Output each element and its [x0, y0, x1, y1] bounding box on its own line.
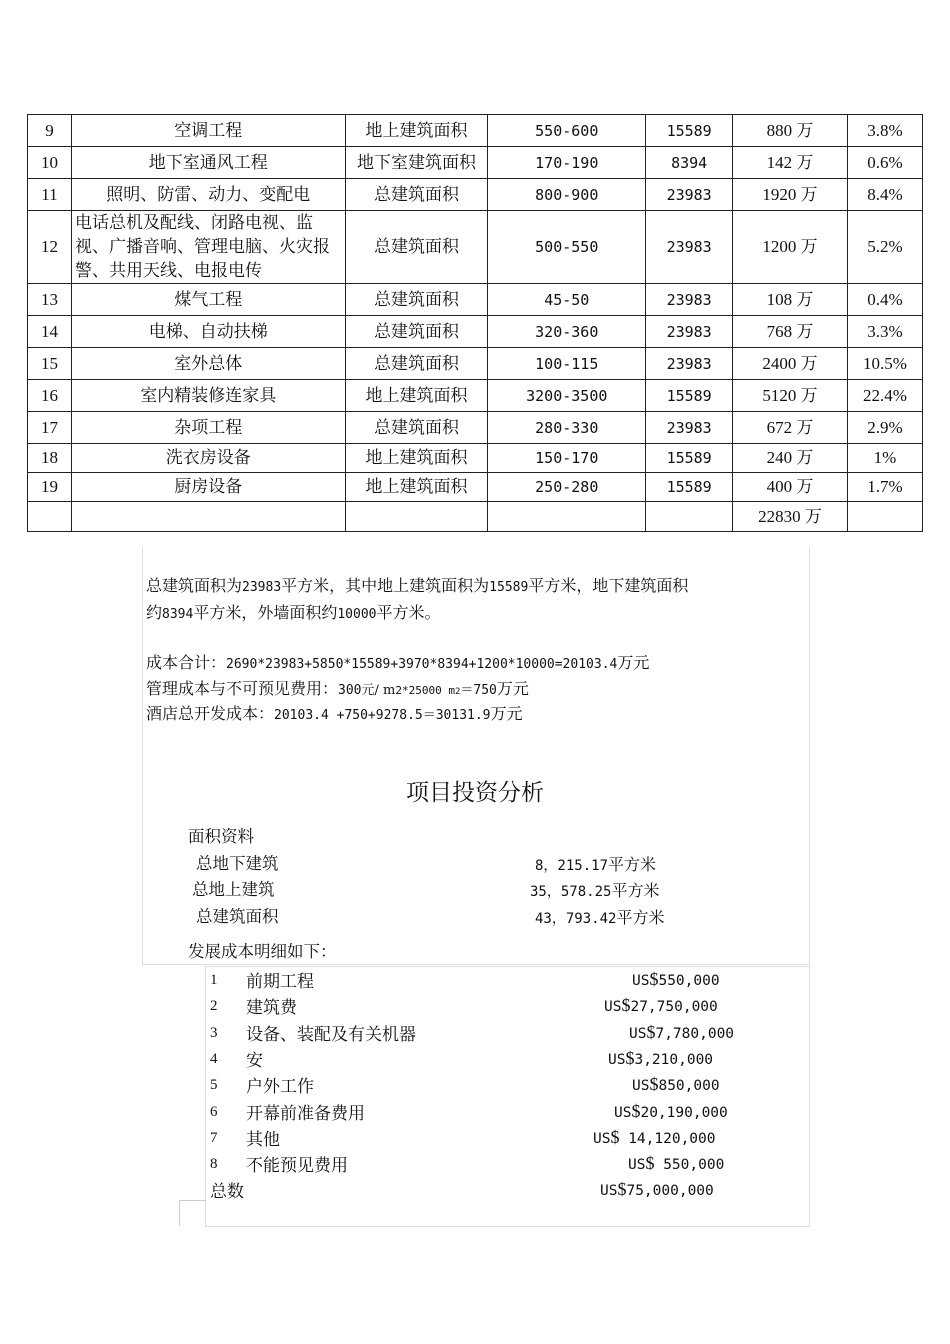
empty-cell — [848, 502, 923, 532]
unit-rate: 280-330 — [488, 412, 646, 444]
cost-value: 5120 万 — [733, 380, 848, 412]
cost-item-name: 其他 — [246, 1129, 280, 1150]
frame-corner — [179, 1200, 206, 1226]
item-name: 电话总机及配线、闭路电视、监视、广播音响、管理电脑、火灾报警、共用天线、电报电传 — [71, 211, 345, 284]
area-value: 23983 — [646, 211, 733, 284]
total-row — [28, 502, 923, 532]
empty-cell — [646, 502, 733, 532]
table-row — [28, 473, 923, 502]
cost-item-amount: US$850,000 — [632, 1074, 720, 1095]
cost-item-amount: US$3,210,000 — [608, 1047, 714, 1068]
area-value: 23983 — [646, 412, 733, 444]
area-value: 15589 — [646, 380, 733, 412]
row-number: 15 — [28, 348, 72, 380]
area-value: 15589 — [646, 115, 733, 147]
empty-cell — [71, 502, 345, 532]
cost-value: 2400 万 — [733, 348, 848, 380]
area-label-underground: 总地下建筑 — [196, 854, 279, 873]
area-value-aboveground: 35，578.25平方米 — [530, 881, 660, 900]
area-basis: 地上建筑面积 — [345, 380, 488, 412]
area-summary-line-2: 约8394平方米，外墙面积约10000平方米。 — [146, 603, 441, 622]
area-value: 8394 — [646, 147, 733, 179]
area-basis: 总建筑面积 — [345, 316, 488, 348]
row-number: 19 — [28, 473, 72, 502]
area-info-label: 面积资料 — [188, 827, 254, 846]
item-name: 室外总体 — [71, 348, 345, 380]
item-name: 洗衣房设备 — [71, 444, 345, 473]
unit-rate: 550-600 — [488, 115, 646, 147]
cost-item-name: 前期工程 — [246, 972, 314, 992]
unit-rate: 800-900 — [488, 179, 646, 211]
table-row — [28, 380, 923, 412]
row-number: 9 — [28, 115, 72, 147]
cost-percentage: 0.6% — [848, 147, 923, 179]
cost-value: 400 万 — [733, 473, 848, 502]
cost-percentage: 3.3% — [848, 316, 923, 348]
area-basis: 总建筑面积 — [345, 412, 488, 444]
cost-value: 108 万 — [733, 284, 848, 316]
cost-percentage: 1.7% — [848, 473, 923, 502]
cost-item-amount: US$550,000 — [632, 969, 720, 989]
row-number: 10 — [28, 147, 72, 179]
table-row — [28, 284, 923, 316]
unit-rate: 500-550 — [488, 211, 646, 284]
area-value: 23983 — [646, 316, 733, 348]
item-name: 照明、防雷、动力、变配电 — [71, 179, 345, 211]
total-cost: 22830 万 — [733, 502, 848, 532]
cost-item-amount: US$7,780,000 — [629, 1021, 735, 1042]
cost-item-amount: US$ 14,120,000 — [593, 1126, 716, 1147]
cost-value: 142 万 — [733, 147, 848, 179]
area-summary-line-1: 总建筑面积为23983平方米，其中地上建筑面积为15589平方米，地下建筑面积 — [146, 576, 689, 595]
table-row — [28, 115, 923, 147]
cost-item-number: 3 — [210, 1024, 218, 1041]
dev-cost-label: 发展成本明细如下： — [188, 942, 337, 961]
empty-cell — [28, 502, 72, 532]
area-basis: 总建筑面积 — [345, 284, 488, 316]
cost-item-name: 户外工作 — [246, 1077, 314, 1098]
area-value: 15589 — [646, 444, 733, 473]
row-number: 12 — [28, 211, 72, 284]
area-value-underground: 8，215.17平方米 — [535, 855, 657, 874]
grand-total-label: 总数 — [210, 1182, 244, 1202]
cost-percentage: 5.2% — [848, 211, 923, 284]
cost-percentage: 1% — [848, 444, 923, 473]
area-basis: 总建筑面积 — [345, 348, 488, 380]
table-row — [28, 348, 923, 380]
unit-rate: 100-115 — [488, 348, 646, 380]
table-row — [28, 211, 923, 284]
cost-item-number: 2 — [210, 998, 218, 1015]
area-basis: 地下室建筑面积 — [345, 147, 488, 179]
unit-rate: 45-50 — [488, 284, 646, 316]
row-number: 17 — [28, 412, 72, 444]
cost-item-number: 5 — [210, 1077, 218, 1094]
unit-rate: 170-190 — [488, 147, 646, 179]
cost-percentage: 2.9% — [848, 412, 923, 444]
cost-item-number: 8 — [210, 1156, 218, 1173]
section-title: 项目投资分析 — [406, 780, 544, 806]
area-basis: 地上建筑面积 — [345, 444, 488, 473]
area-value: 23983 — [646, 348, 733, 380]
cost-total-line: 成本合计：2690*23983+5850*15589+3970*8394+1200*10000=20103.4万元 — [146, 653, 650, 672]
cost-value: 1200 万 — [733, 211, 848, 284]
area-value: 15589 — [646, 473, 733, 502]
cost-item-name: 设备、装配及有关机器 — [246, 1024, 416, 1045]
cost-item-name: 建筑费 — [246, 998, 297, 1019]
area-basis: 总建筑面积 — [345, 211, 488, 284]
item-name: 煤气工程 — [71, 284, 345, 316]
row-number: 14 — [28, 316, 72, 348]
unit-rate: 250-280 — [488, 473, 646, 502]
area-value-total: 43，793.42平方米 — [535, 908, 665, 927]
cost-item-number: 1 — [210, 972, 218, 988]
item-name: 杂项工程 — [71, 412, 345, 444]
row-number: 11 — [28, 179, 72, 211]
item-name: 地下室通风工程 — [71, 147, 345, 179]
mgmt-cost-line: 管理成本与不可预见费用：300元/ m2*25000 m2＝750万元 — [146, 679, 529, 698]
cost-item-name: 不能预见费用 — [246, 1156, 348, 1177]
cost-value: 240 万 — [733, 444, 848, 473]
unit-rate: 320-360 — [488, 316, 646, 348]
area-basis: 地上建筑面积 — [345, 473, 488, 502]
item-name: 电梯、自动扶梯 — [71, 316, 345, 348]
cost-item-number: 4 — [210, 1050, 218, 1067]
cost-estimate-table — [27, 114, 923, 532]
cost-percentage: 3.8% — [848, 115, 923, 147]
table-row — [28, 316, 923, 348]
cost-value: 768 万 — [733, 316, 848, 348]
cost-item-amount: US$27,750,000 — [604, 995, 718, 1016]
row-number: 18 — [28, 444, 72, 473]
area-value: 23983 — [646, 284, 733, 316]
cost-item-number: 6 — [210, 1103, 218, 1120]
cost-item-amount: US$ 550,000 — [628, 1153, 725, 1174]
cost-value: 880 万 — [733, 115, 848, 147]
item-name: 空调工程 — [71, 115, 345, 147]
item-name: 厨房设备 — [71, 473, 345, 502]
cost-item-name: 开幕前准备费用 — [246, 1103, 365, 1124]
table-row — [28, 179, 923, 211]
cost-percentage: 8.4% — [848, 179, 923, 211]
cost-value: 1920 万 — [733, 179, 848, 211]
cost-value: 672 万 — [733, 412, 848, 444]
unit-rate: 150-170 — [488, 444, 646, 473]
cost-item-amount: US$20,190,000 — [614, 1100, 728, 1121]
area-basis: 总建筑面积 — [345, 179, 488, 211]
row-number: 16 — [28, 380, 72, 412]
table-row — [28, 444, 923, 473]
table-row — [28, 147, 923, 179]
cost-item-name: 安 — [246, 1050, 263, 1071]
cost-percentage: 10.5% — [848, 348, 923, 380]
area-label-aboveground: 总地上建筑 — [192, 880, 275, 899]
table-row — [28, 412, 923, 444]
area-basis: 地上建筑面积 — [345, 115, 488, 147]
row-number: 13 — [28, 284, 72, 316]
area-label-total: 总建筑面积 — [196, 907, 279, 926]
empty-cell — [488, 502, 646, 532]
empty-cell — [345, 502, 488, 532]
grand-total-amount: US$75,000,000 — [600, 1179, 714, 1199]
unit-rate: 3200-3500 — [488, 380, 646, 412]
hotel-cost-line: 酒店总开发成本：20103.4 +750+9278.5＝30131.9万元 — [146, 704, 523, 723]
item-name: 室内精装修连家具 — [71, 380, 345, 412]
cost-percentage: 22.4% — [848, 380, 923, 412]
area-value: 23983 — [646, 179, 733, 211]
cost-percentage: 0.4% — [848, 284, 923, 316]
cost-item-number: 7 — [210, 1129, 218, 1146]
